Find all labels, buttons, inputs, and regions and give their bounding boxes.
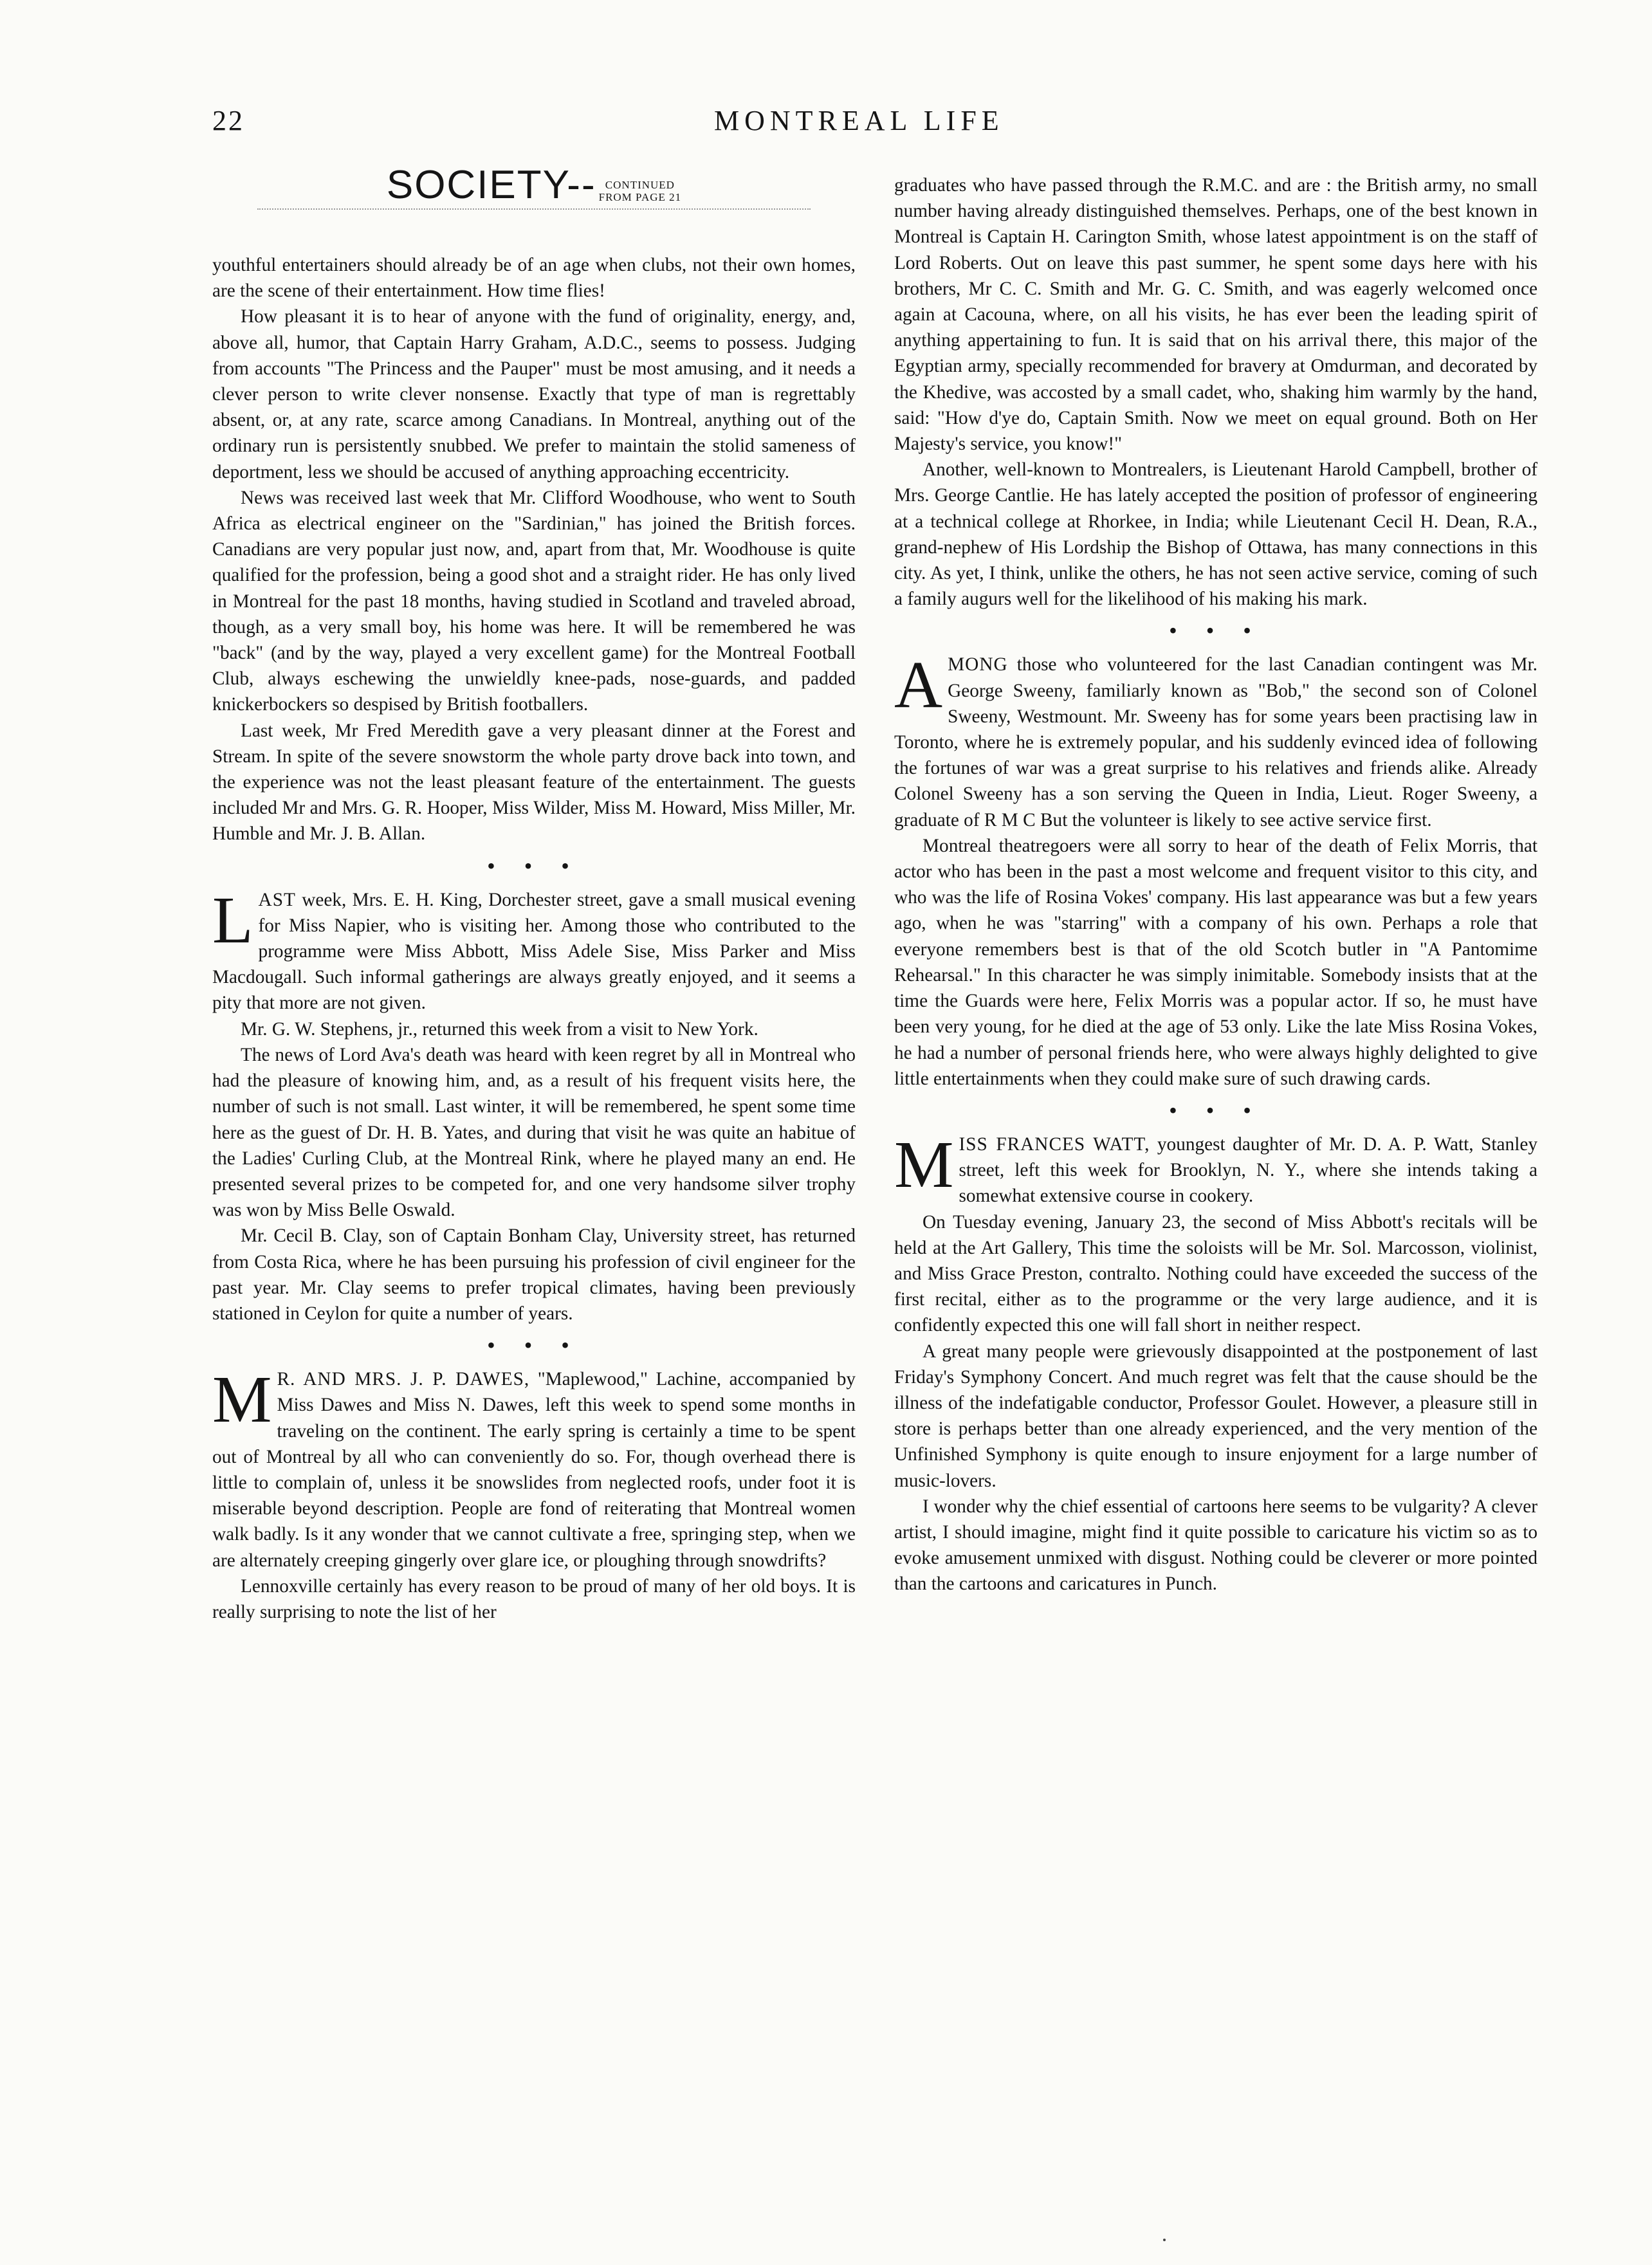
paragraph: The news of Lord Ava's death was heard with keen regret by all in Montreal who had the pleasure of knowing him, and, as a result of his frequent visits here, the number of such is not small. Last winter, it will be remembered, he spent some time here as the guest of Dr. H. B. Yates, and during that visit he was quite an habitue of the Ladies' Curling Club, at the Montreal Rink, where he played many an end. He presented several prizes to be competed for, and one very handsome silver trophy was won by Miss Belle Oswald. xyxy=(212,1044,856,1221)
lead-in: MONG xyxy=(948,654,1008,675)
paragraph-text: youngest daughter of Mr. D. A. P. Watt, Stanley street, left this week for Brooklyn, N. Y., where she intends taking a somewhat extensive course in cookery. xyxy=(959,1133,1537,1207)
drop-cap: M xyxy=(894,1127,954,1202)
paragraph: Lennoxville certainly has every reason to be proud of many of her old boys. It is really surprising to note the list of her xyxy=(212,1575,856,1622)
paragraph: Another, well-known to Montrealers, is Lieutenant Harold Campbell, brother of Mrs. George Cantlie. He has lately accepted the position of professor of engineering at a technical college at Rhorkee, in India; while Lieutenant Cecil H. Dean, R.A., grand-nephew of His Lordship the Bishop of Ottawa, has many connections in this city. As yet, I think, unlike the others, he has not seen active service, coming of such a family augurs well for the likelihood of his making his mark. xyxy=(894,459,1537,610)
running-head: MONTREAL LIFE xyxy=(714,105,1004,136)
paragraph-text: week, Mrs. E. H. King, Dorchester street, gave a small musical evening for Miss Napier, who is visiting her. Among those who contributed to the programme were Miss Abbott, Miss Adele Sise, Miss Parker and Miss Macdougall. Such informal gatherings are always greatly enjoyed, and it seems a pity that more are not given. xyxy=(212,889,856,1014)
page-number: 22 xyxy=(212,105,244,136)
paragraph: News was received last week that Mr. Clifford Woodhouse, who went to South Africa as electrical engineer on the "Sardinian," has joined the British forces. Canadians are very popular just now, and, apart from that, Mr. Woodhouse is quite qualified for the profession, being a good shot and a straight rider. He has only lived in Montreal for the past 18 months, having studied in Scotland and traveled abroad, though, as a very small boy, his home was here. It will be remembered he was "back" (and by the way, played a very excellent game) for the Montreal Football Club, always eschewing the unwieldly knee-pads, nose-guards, and padded knickerbockers so despised by British footballers. xyxy=(212,487,856,715)
paragraph: Mr. Cecil B. Clay, son of Captain Bonham Clay, University street, has returned from Costa Rica, where he has been pursuing his profession of civil engineer for the past year. Mr. Clay seems to prefer tropical climates, having been previously stationed in Ceylon for quite a number of years. xyxy=(212,1225,856,1324)
continued-line-1: CONTINUED xyxy=(605,179,675,191)
section-separator: • • • xyxy=(1169,1097,1263,1123)
printer-dot xyxy=(1163,2239,1166,2241)
drop-cap: A xyxy=(894,648,943,722)
paragraph-dropcap xyxy=(894,1127,1537,1209)
paragraph-dropcap xyxy=(212,1362,856,1573)
drop-cap: M xyxy=(212,1362,272,1437)
section-separator: • • • xyxy=(487,852,581,879)
heading-rule xyxy=(257,208,811,210)
drop-cap: L xyxy=(212,883,253,957)
section-separator: • • • xyxy=(487,1332,581,1359)
paragraph: Last week, Mr Fred Meredith gave a very pleasant dinner at the Forest and Stream. In spite of the severe snowstorm the whole party drove back into town, and the experience was not the least pleasant feature of the entertainment. The guests included Mr and Mrs. G. R. Hooper, Miss Wilder, Miss M. Howard, Miss Miller, Mr. Humble and Mr. J. B. Allan. xyxy=(212,720,856,845)
paragraph: Montreal theatregoers were all sorry to hear of the death of Felix Morris, that actor who has been in the past a most welcome and frequent visitor to this city, and who was the life of Rosina Vokes' company. His last appearance was but a few years ago, when he was "starring" with a company of his own. Perhaps a role that everyone remembers best is that of the old Scotch butler in "A Pantomime Rehearsal." In this character he was simply inimitable. Somebody insists that at the time the Guards were here, Felix Morris was a popular actor. If so, he must have been very young, for he died at the age of 53 only. Like the late Miss Rosina Vokes, he had a number of personal friends here, who were always highly delighted to give little entertainments when they could make sure of such drawing cards. xyxy=(894,835,1537,1089)
lead-in: AST xyxy=(258,889,296,910)
lead-in: ISS FRANCES WATT, xyxy=(959,1133,1150,1155)
paragraph: youthful entertainers should already be of an age when clubs, not their own homes, are the scene of their entertainment. How time flies! xyxy=(212,255,856,302)
paragraph: I wonder why the chief essential of cartoons here seems to be vulgarity? A clever artist, I should imagine, might find it quite possible to caricature his victim so as to evoke amusement unmixed with disgust. Nothing could be cleverer or more pointed than the cartoons and caricatures in Punch. xyxy=(894,1496,1537,1595)
paragraph-text: those who volunteered for the last Canadian contingent was Mr. George Sweeny, familiarly known as "Bob," the second son of Colonel Sweeny, Westmount. Mr. Sweeny has for some years been practising law in Toronto, where he is extremely popular, and his suddenly evinced idea of following the fortunes of war was a great surprise to his relatives and friends alike. Already Colonel Sweeny has a son serving the Queen in India, Lieut. Roger Sweeny, a graduate of R M C But the volunteer is likely to see active service first. xyxy=(894,654,1537,830)
left-column xyxy=(212,163,856,1625)
continued-line-2: FROM PAGE 21 xyxy=(598,191,682,203)
paragraph: Mr. G. W. Stephens, jr., returned this week from a visit to New York. xyxy=(241,1018,758,1040)
section-heading xyxy=(212,163,856,217)
section-separator: • • • xyxy=(1169,618,1263,644)
paragraph-text: "Maplewood," Lachine, accompanied by Miss Dawes and Miss N. Dawes, left this week to spend some months in traveling on the continent. The early spring is certainly a time to be spent out of Montreal by all who can conveniently do so. For, though overhead there is little to complain of, unless it be snowslides from neglected roofs, under foot it is miserable beyond description. People are fond of reiterating that Montreal women walk badly. Is it any wonder that we cannot cultivate a free, springing step, when we are alternately creeping gingerly over glare ice, or ploughing through snowdrifts? xyxy=(212,1369,856,1571)
paragraph-dropcap xyxy=(894,648,1537,832)
paragraph: A great many people were grievously disappointed at the postponement of last Friday's Symphony Concert. And much regret was felt that the cause should be the illness of the indefatigable conductor, Professor Goulet. However, a pleasure still in store is perhaps better than one already experienced, and the very mention of the Unfinished Symphony is quite enough to insure enjoyment for a large number of music-lovers. xyxy=(894,1341,1537,1491)
section-title: SOCIETY-- xyxy=(386,163,596,207)
paragraph: graduates who have passed through the R.M.C. and are : the British army, no small number having already distinguished themselves. Perhaps, one of the best known in Montreal is Captain H. Carington Smith, whose latest appointment is on the staff of Lord Roberts. Out on leave this past summer, he spent some days here with his brothers, Mr C. C. Smith and Mr. G. C. Smith, and was eagerly welcomed once again at Cacouna, where, on all his visits, he has ever been the leading spirit of anything appertaining to fun. It is said that on his arrival there, this major of the Egyptian army, specially recommended for bravery at Omdurman, and decorated by the Khedive, was accosted by a small cadet, who, shaking him warmly by the hand, said: "How d'ye do, Captain Smith. Now we meet on equal ground. Both on Her Majesty's service, you know!" xyxy=(894,175,1537,455)
paragraph: How pleasant it is to hear of anyone with the fund of originality, energy, and, above all, humor, that Captain Harry Graham, A.D.C., seems to possess. Judging from accounts "The Princess and the Pauper" must be most amusing, and it needs a clever person to write clever nonsense. Exactly that type of man is regrettably absent, or, at any rate, scarce among Canadians. In Montreal, anything out of the ordinary run is persistently snubbed. We prefer to maintain the stolid sameness of deportment, less we should be accused of anything approaching eccentricity. xyxy=(212,306,856,482)
continued-note xyxy=(599,179,682,203)
paragraph: On Tuesday evening, January 23, the second of Miss Abbott's recitals will be held at the Art Gallery, This time the soloists will be Mr. Sol. Marcosson, violinist, and Miss Grace Preston, contralto. Nothing could have exceeded the success of the first recital, either as to the programme or the very large audience, and it is confidently expected this one will fall short in neither respect. xyxy=(894,1211,1537,1336)
lead-in: R. AND MRS. J. P. DAWES, xyxy=(277,1369,530,1390)
right-column xyxy=(894,172,1537,1597)
paragraph-dropcap xyxy=(212,883,856,1016)
